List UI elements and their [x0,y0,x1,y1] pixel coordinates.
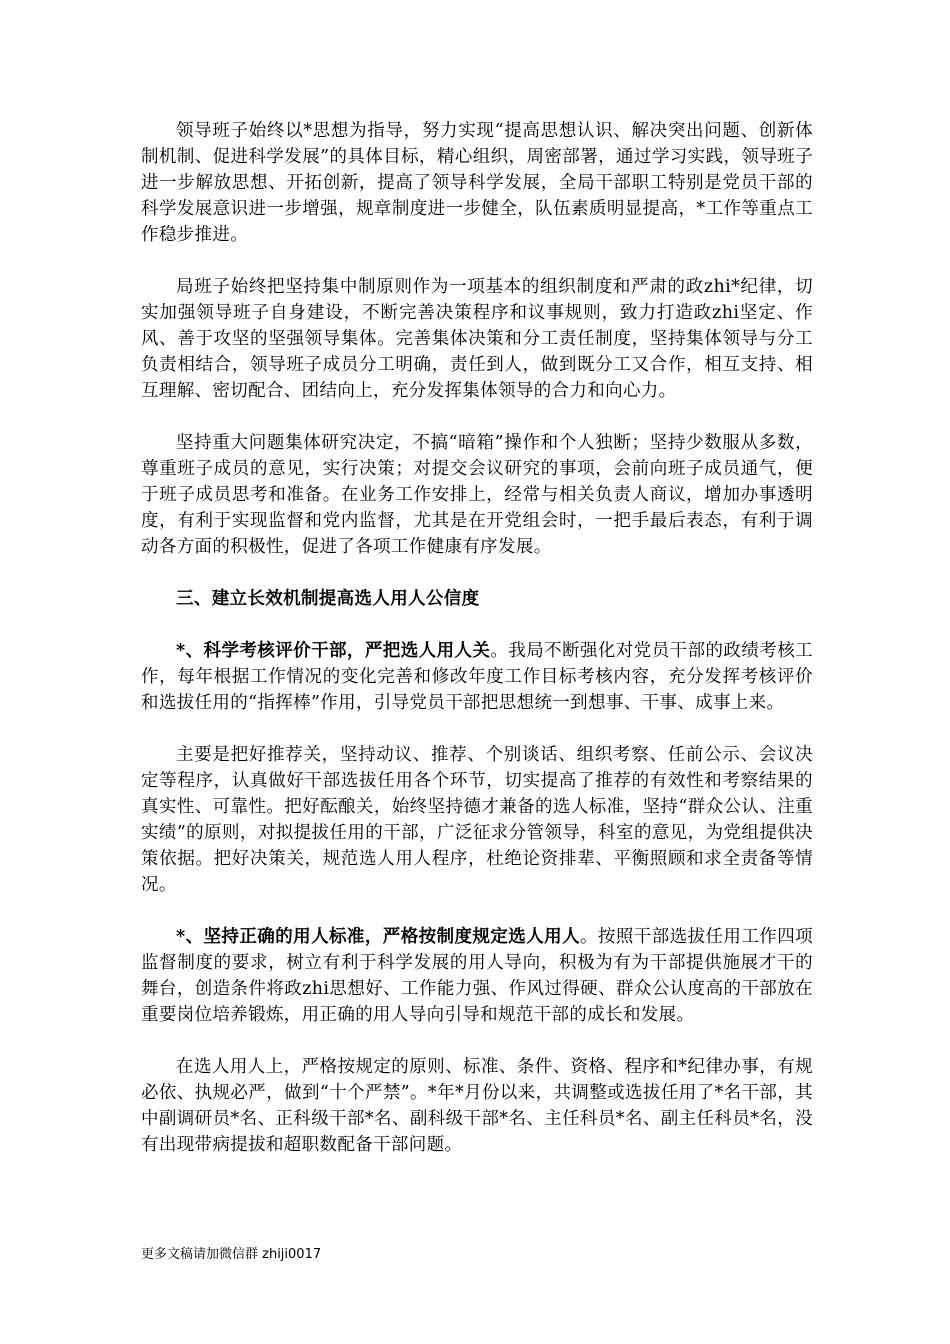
paragraph-7: 在选人用人上，严格按规定的原则、标准、条件、资格、程序和*纪律办事，有规必依、执规必严，做到“十个严禁”。*年*月份以来，共调整或选拔任用了*名干部，其中副调研员*名、正科级干部*名、副科级干部*名、主任科员*名、副主任科员*名，没有出现带病提拔和超职数配备干部问题。 [141,1057,813,1155]
paragraph-3: 坚持重大问题集体研究决定，不搞“暗箱”操作和个人独断；坚持少数服从多数，尊重班子成员的意见，实行决策；对提交会议研究的事项，会前向班子成员通气，便于班子成员思考和准备。在业务工作安排上，经常与相关负责人商议，增加办事透明度，有利于实现监督和党内监督，尤其是在开党组会时，一把手最后表态，有利于调动各方面的积极性，促进了各项工作健康有序发展。 [141,433,813,557]
paragraph-gap [141,898,813,924]
paragraph-gap [141,716,813,742]
paragraph-4-lead: *、科学考核评价干部，严把选人用人关 [176,641,491,661]
section-heading-3: 三、建立长效机制提高选人用人公信度 [176,589,480,609]
paragraph-gap [141,1028,813,1054]
paragraph-5: 主要是把好推荐关，坚持动议、推荐、个别谈话、组织考察、任前公示、会议决定等程序，认真做好干部选拔任用各个环节，切实提高了推荐的有效性和考察结果的真实性、可靠性。把好酝酿关，始终坚持德才兼备的选人标准，坚持“群众公认、注重实绩”的原则，对拟提拔任用的干部，广泛征求分管领导，科室的意见，为党组提供决策依据。把好决策关，规范选人用人程序，杜绝论资排辈、平衡照顾和求全责备等情况。 [141,745,813,895]
document-body [141,118,813,1158]
paragraph-4 [141,638,813,716]
paragraph-gap [141,248,813,274]
page-footer: 更多文稿请加微信群 zhiji0017 [141,1247,322,1262]
paragraph-gap [141,560,813,586]
paragraph-4-body: 。我局不断强化对党员干部的政绩考核工作，每年根据工作情况的变化完善和修改年度工作目标考核内容，充分发挥考核评价和选拔任用的“指挥棒”作用，引导党员干部把思想统一到想事、干事、成事上来。 [141,641,813,713]
paragraph-1: 领导班子始终以*思想为指导，努力实现“提高思想认识、解决突出问题、创新体制机制、促进科学发展”的具体目标，精心组织，周密部署，通过学习实践，领导班子进一步解放思想、开拓创新，提高了领导科学发展，全局干部职工特别是党员干部的科学发展意识进一步增强，规章制度进一步健全，队伍素质明显提高，*工作等重点工作稳步推进。 [141,121,813,245]
paragraph-6 [141,924,813,1028]
paragraph-2: 局班子始终把坚持集中制原则作为一项基本的组织制度和严肃的政zhi*纪律，切实加强领导班子自身建设，不断完善决策程序和议事规则，致力打造政zhi坚定、作风、善于攻坚的坚强领导集体。完善集体决策和分工责任制度，坚持集体领导与分工负责相结合，领导班子成员分工明确，责任到人，做到既分工又合作，相互支持、相互理解、密切配合、团结向上，充分发挥集体领导的合力和向心力。 [141,277,813,401]
paragraph-6-body: 。按照干部选拔任用工作四项监督制度的要求，树立有利于科学发展的用人导向，积极为有为干部提供施展才干的舞台，创造条件将政zhi思想好、工作能力强、作风过得硬、群众公认度高的干部放在重要岗位培养锻炼，用正确的用人导向引导和规范干部的成长和发展。 [141,927,813,1025]
paragraph-gap [141,612,813,638]
paragraph-6-lead: *、坚持正确的用人标准，严格按制度规定选人用人 [176,927,580,947]
paragraph-gap [141,404,813,430]
